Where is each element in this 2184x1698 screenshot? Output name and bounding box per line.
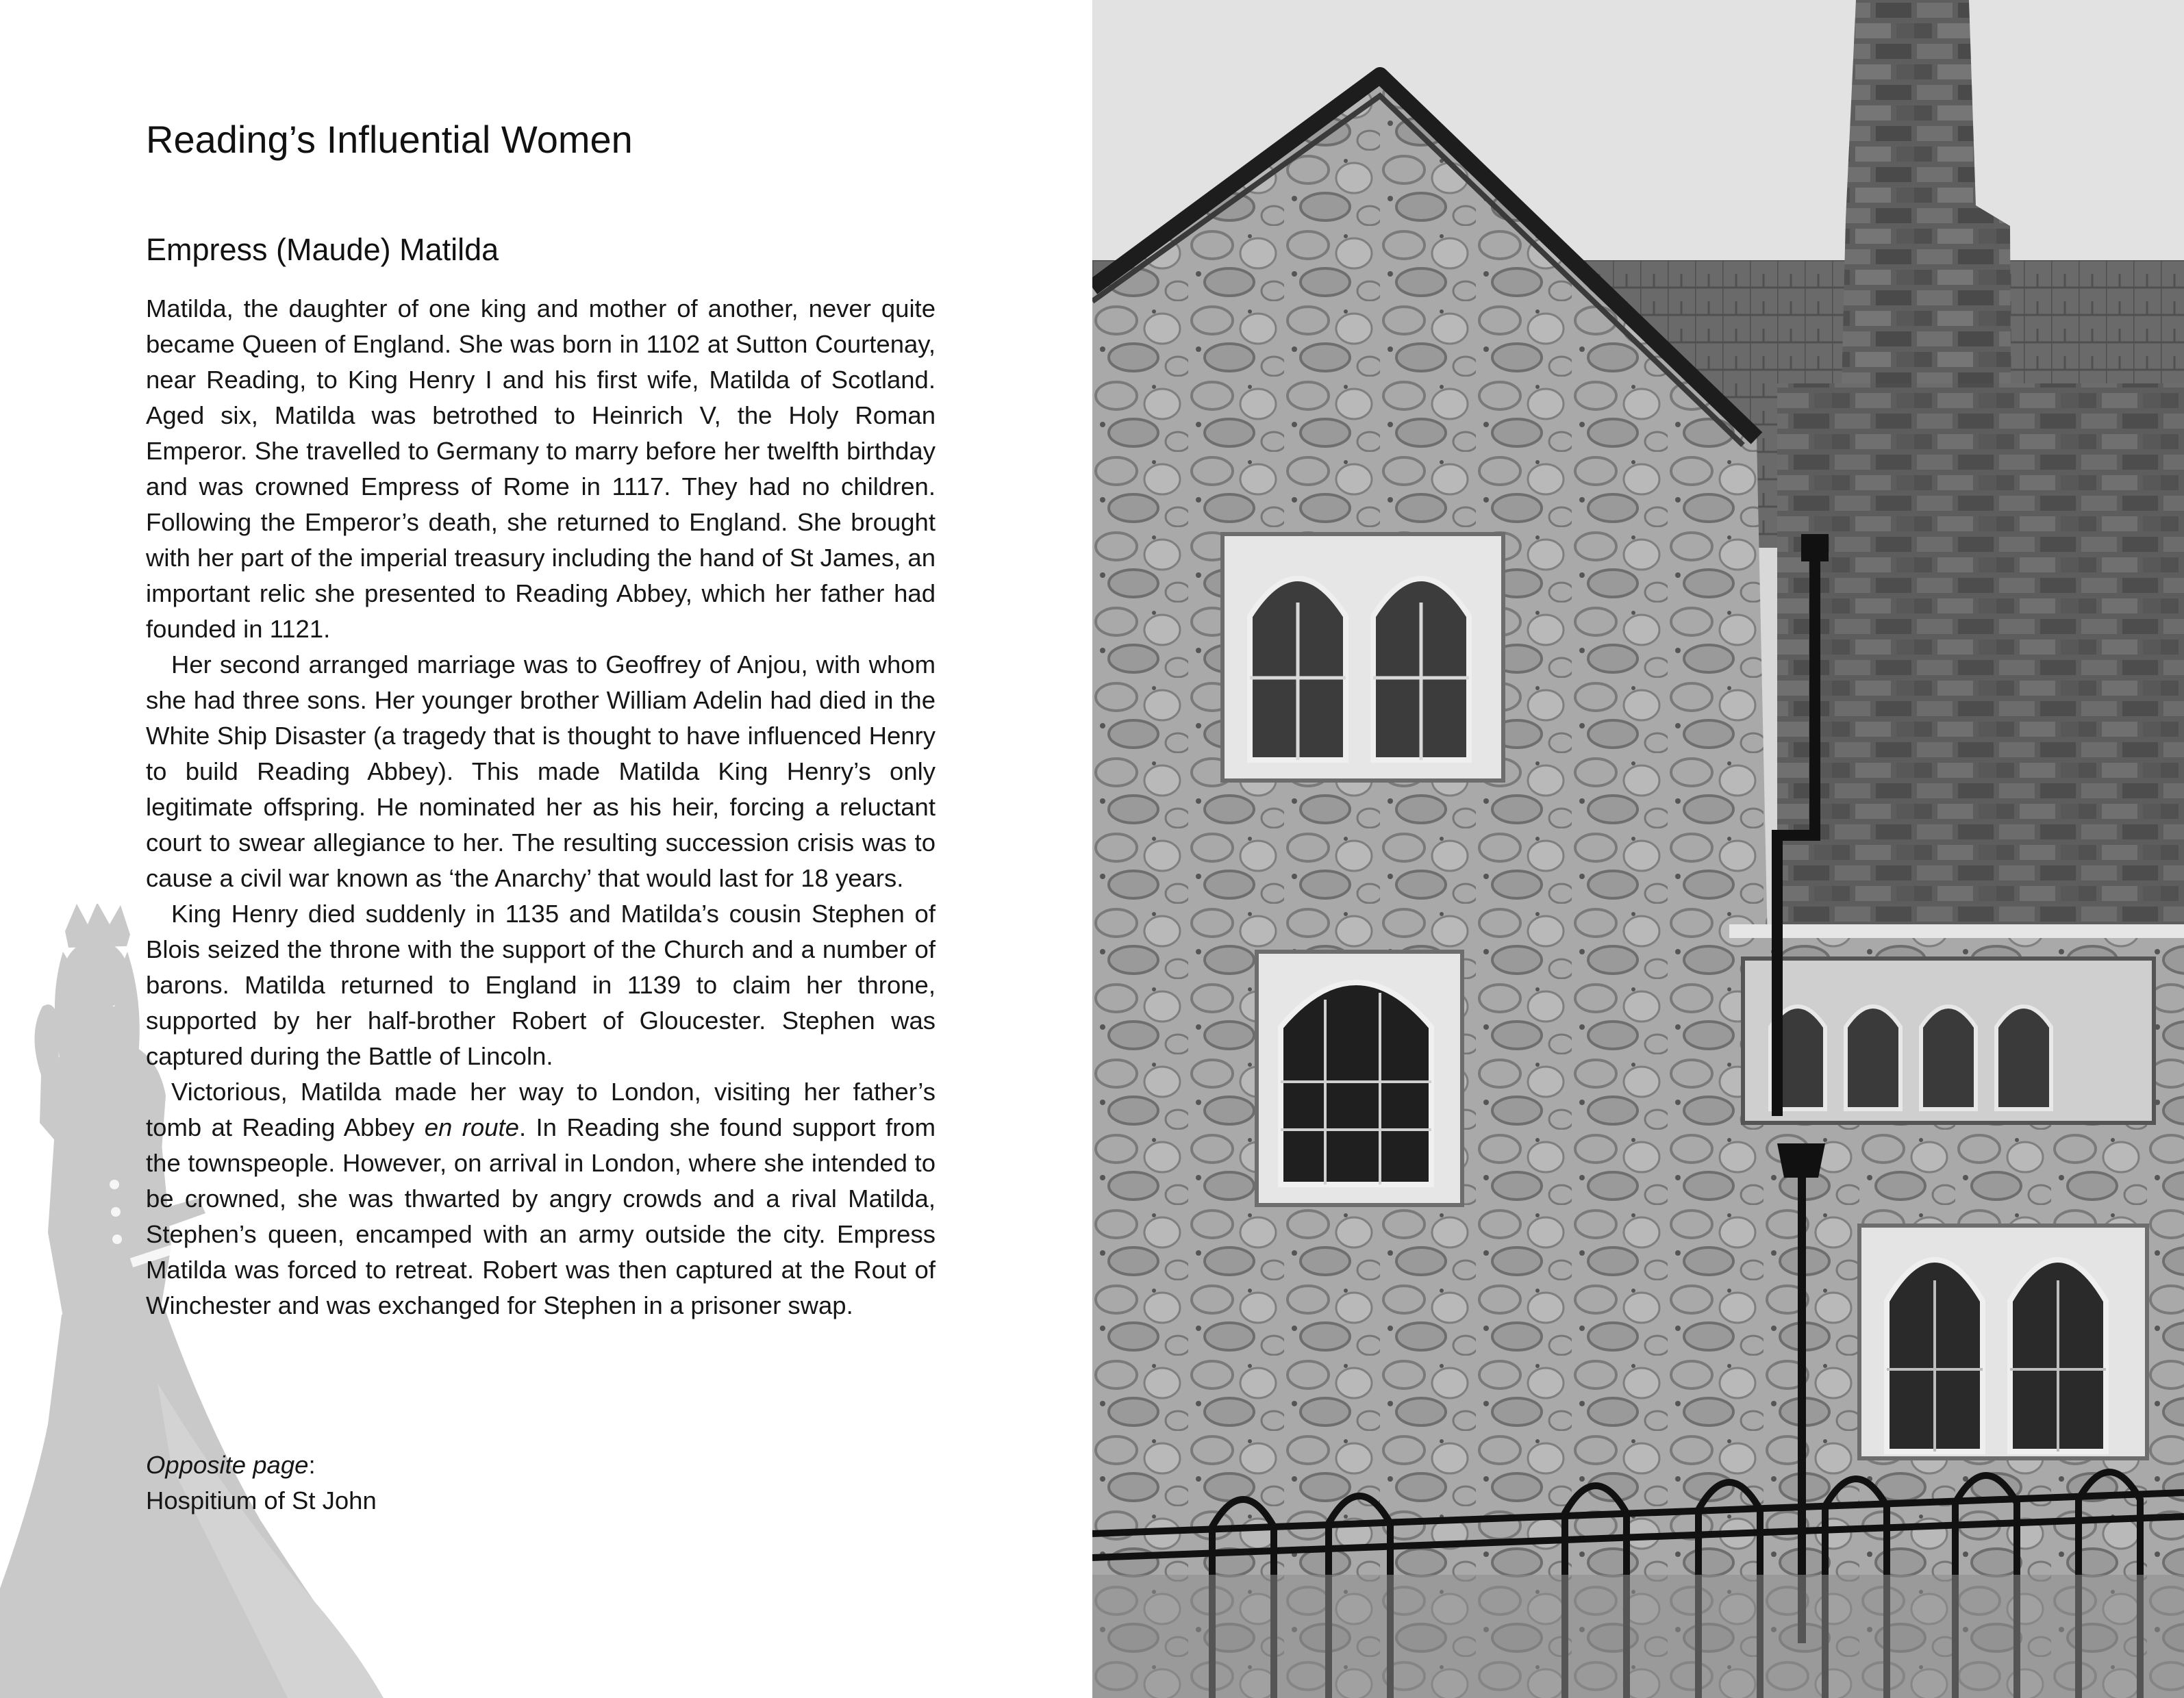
figure-caption — [146, 1447, 377, 1519]
paragraph-4-text-a: Victorious, Matilda made her way to London, visiting her father’s tomb at Reading Abbey — [146, 1078, 936, 1141]
page-heading: Reading’s Influential Women — [146, 118, 633, 161]
paragraph-4-italic: en route — [424, 1113, 519, 1141]
caption-colon: : — [308, 1451, 316, 1479]
paragraph-4 — [146, 1074, 936, 1323]
painting-illustration — [1092, 0, 2184, 1698]
section-title: Empress (Maude) Matilda — [146, 232, 499, 267]
caption-label-line — [146, 1447, 377, 1483]
paragraph-4-text-b: . In Reading she found support from the townspeople. However, on arrival in London, where she intended to be crowned, she was thwarted by angry crowds and a rival Matilda, Stephen’s queen, encamped with an army outside the city. Empress Matilda was forced to retreat. Robert was then captured at the Rout of Winchester and was exchanged for Stephen in a prisoner swap. — [146, 1113, 936, 1319]
paragraph-1: Matilda, the daughter of one king and mother of another, never quite became Queen of England. She was born in 1102 at Sutton Courtenay, near Reading, to King Henry I and his first wife, Matilda of Scotland. Aged six, Matilda was betrothed to Heinrich V, the Holy Roman Emperor. She travelled to Germany to marry before her twelfth birthday and was crowned Empress of Rome in 1117. They had no children. Following the Emperor’s death, she returned to England. She brought with her part of the imperial treasury including the hand of St James, an important relic she presented to Reading Abbey, which her father had founded in 1121. — [146, 294, 936, 643]
caption-label: Opposite page — [146, 1451, 309, 1479]
paragraph-2: Her second arranged marriage was to Geoffrey of Anjou, with whom she had three sons. Her younger brother William Adelin had died in the White Ship Disaster (a tragedy that is thought to have influenced Henry to build Reading Abbey). This made Matilda King Henry’s only legitimate offspring. He nominated her as his heir, forcing a reluctant court to swear allegiance to her. The resulting succession crisis was to cause a civil war known as ‘the Anarchy’ that would last for 18 years. — [146, 650, 936, 892]
caption-text: Hospitium of St John — [146, 1486, 377, 1515]
hospitium-painting — [1092, 0, 2184, 1698]
paragraph-3: King Henry died suddenly in 1135 and Matilda’s cousin Stephen of Blois seized the throne with the support of the Church and a number of barons. Matilda returned to England in 1139 to claim her throne, supported by her half-brother Robert of Gloucester. Stephen was captured during the Battle of Lincoln. — [146, 900, 936, 1070]
article-body — [146, 291, 936, 1323]
